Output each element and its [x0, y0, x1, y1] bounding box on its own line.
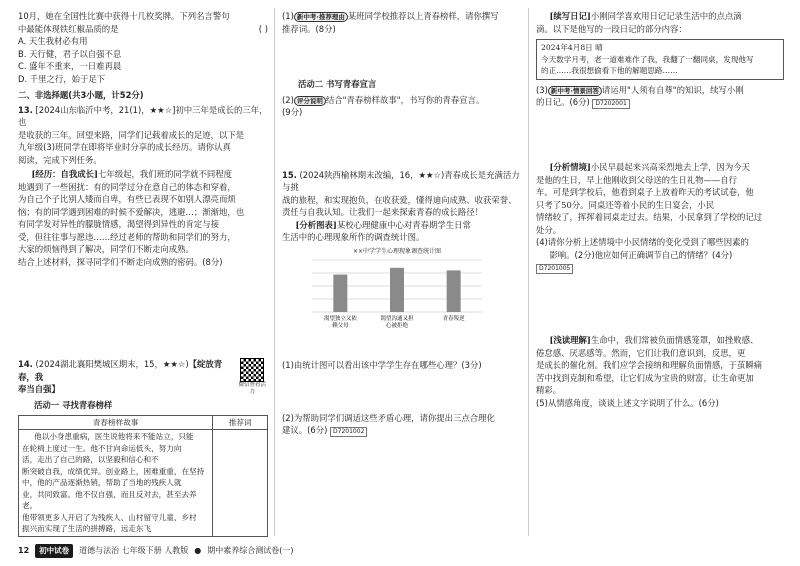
activity2-title: 活动二 书写青春宣言	[298, 79, 377, 89]
footer-text: 道德与法治 七年级下册 人教版	[79, 545, 189, 555]
q4: (4)请你分析上述情境中小民情绪的变化受到了哪些因素的	[536, 237, 749, 247]
q15-1-answer-space[interactable]	[282, 372, 522, 412]
q14-2-tag: 评分说明	[294, 96, 326, 106]
diary-intro-line: 滴。以下是他写的一段日记的部分内容：	[536, 23, 687, 34]
reading-line: 倦怠感、厌恶感等。然而，它们让我们意识到，反思，更	[536, 347, 746, 358]
q4-code-line	[536, 261, 784, 274]
q3-code: D7202001	[592, 99, 629, 109]
q13-stem-line: 阅读，完成下列任务。	[18, 154, 102, 165]
q13-experience-line: 恼；有的同学遇到困难的时候不爱解决，逃避…；渐渐地，也	[18, 206, 245, 217]
table-row	[19, 430, 268, 537]
situation-line: 车。可是到学校后，他看到桌子上放着昨天的考试试卷，他	[536, 187, 754, 197]
column-divider	[274, 8, 275, 536]
diary-box	[536, 39, 784, 80]
bar-chart	[302, 256, 492, 350]
chart-category-label: 心被拒绝	[385, 322, 409, 329]
activity1-title: 活动一 寻找青春榜样	[34, 400, 113, 410]
q14-stem-line: 奉当自强】	[18, 384, 60, 394]
diary-intro: [续写日记]小刚同学喜欢用日记记录生活中的点点滴	[549, 11, 742, 21]
q3: (3) 新中考·情景回答 请运用"人须有自尊"的知识，续写小刚	[536, 84, 744, 95]
story-line: 他以小身患重病，医生说他将来不能站立，只能	[34, 432, 194, 441]
q3-line: 的日记。(6分) D7202001	[536, 96, 784, 109]
q4-answer-space[interactable]	[536, 274, 784, 334]
chart-bar	[333, 274, 347, 311]
q14-source-tag: (2024湖北襄阳樊城区期末，15，★★☆)	[35, 359, 189, 369]
q12-option-a: A. 天生我材必有用	[18, 36, 88, 46]
story-line: 在轮椅上度过一生。他不甘向命运低头，努力向	[22, 443, 182, 453]
q13-experience	[18, 168, 268, 256]
q13-answer-space[interactable]	[18, 268, 268, 358]
story-line: 断突破自我，成绩优异。创业路上，困难重重，在坚持	[22, 466, 205, 476]
situation-line: 处分。	[536, 224, 562, 235]
q14-number: 14.	[18, 359, 33, 369]
q3-answer-space[interactable]	[536, 109, 784, 161]
page-number: 12	[18, 545, 30, 555]
reading-line: [浅读理解]生命中，我们常被负面情感笼罩，如挫败感、	[549, 335, 759, 345]
chart-title: ××中学学生心理现象调查统计图	[352, 247, 442, 255]
story-line: 他带领更多人开启了为残疾人、山村留守儿童、乡村	[22, 512, 197, 522]
chart-figure	[302, 248, 492, 354]
chart-category-label: 赖父母	[332, 322, 349, 329]
q15-2-line: 建议。(6分) D7201002	[282, 424, 522, 437]
chart-category-label: 渴望沟通又担	[380, 315, 414, 322]
column-right	[536, 10, 784, 409]
diary-line: 的正……我很想偷看下他的解题思路……	[541, 66, 678, 75]
story-line: 业，共同致富。他不仅自强，而且反对去，甚至去养老。	[22, 489, 197, 510]
chart-category-label: 渴望独立又依	[323, 315, 357, 322]
q13-experience-line: 有同学发对异性的朦胧情感，渴望得到异性的肯定与接	[18, 219, 219, 229]
page-footer	[18, 544, 293, 559]
q12-option-b: B. 天行健，君子以自强不息	[18, 48, 122, 59]
q14-1-answer-space[interactable]	[282, 35, 522, 75]
q14-2-line: (9分)	[282, 107, 303, 117]
table-story-cell	[19, 430, 213, 537]
situation-text	[536, 161, 784, 236]
column-left	[18, 10, 268, 537]
column-divider	[528, 8, 529, 536]
q4-code: D7201005	[536, 264, 573, 274]
q15-chart-intro-line: 生活中的心理现象所作的调查统计图。	[282, 232, 425, 242]
q13-task: 结合上述材料，探寻同学们不断走向成熟的密码。(8分)	[18, 256, 223, 267]
story-line: 振兴而实现了生活的拼搏路，远走东飞	[22, 524, 152, 533]
q14-1-tag: 新中考·推荐理由	[294, 12, 348, 22]
q12-option-c: C. 盛年不重来，一日难再晨	[18, 61, 122, 71]
q15-2: (2)为帮助同学们调适这些矛盾心理，请你提出三点合理化	[282, 412, 495, 423]
situation-line: [分析情境]小民早晨起来兴高采烈地去上学，因为今天	[549, 162, 750, 172]
q15-stem: 15. (2024陕西榆林期末改编，16，★★☆)青春成长是充满活力与挑	[282, 169, 520, 192]
chart-bar	[390, 267, 404, 311]
reading-line: 苦中找到克制和希望，让它们成为宝贵的财富，让生命更加	[536, 372, 754, 383]
q15-2-code: D7201002	[330, 427, 367, 437]
q13-source-tag: [2024山东临沂中考，21(1)，★★☆]	[35, 104, 176, 115]
q4-line: 影响。(2分)他应如何正确调节自己的情绪？(4分)	[549, 249, 733, 260]
q13-stem-line: 九年级(3)班同学在即将毕业时分享的成长经历。请你认真	[18, 142, 231, 152]
q13-experience-line: [经历：自我成长]七年级起，我们班的同学就不同程度	[31, 169, 232, 179]
q12-tail-line2: 中最能体现铁红椒品质的是 ( )	[18, 23, 268, 34]
table-recommend-cell[interactable]	[213, 430, 268, 537]
table-header-story: 青春榜样故事	[19, 415, 213, 430]
answer-paren: ( )	[258, 23, 268, 34]
q13-stem-line: 是收获的三年。回望来路，同学们记载着成长的足迹，以下是	[18, 129, 245, 140]
q13-experience-line: 地遇到了一些困扰：有的同学过分在意自己的体态和穿着，	[18, 181, 236, 192]
reading-line: 精彩。	[536, 385, 562, 395]
qr-block[interactable]	[237, 358, 268, 396]
column-middle	[282, 10, 522, 437]
footer-text-2: 期中素养综合测试卷(一)	[207, 545, 294, 555]
q12-tail-line1: 10月，她在全国性比赛中获得十几枚奖牌。下列名言警句	[18, 11, 230, 21]
q13-number: 13.	[18, 104, 33, 115]
q12-option-d: D. 千里之行，始于足下	[18, 73, 106, 84]
table-header-recommend: 推荐词	[213, 415, 268, 430]
q14-1-line: 推荐词。(8分)	[282, 23, 336, 34]
footer-badge: 初中试卷	[35, 544, 73, 559]
situation-line: 是他的生日，早上他刚收到父母送的生日礼物——自行	[536, 174, 737, 185]
q15-stem-line: 责任与自我认知。让我们一起来探索青春的成长路径！	[282, 207, 483, 217]
reading-line: 是成长的催化剂。我们应学会接纳和理解负面情感，于茧瞬痛	[536, 360, 763, 370]
q3-tag: 新中考·情景回答	[548, 86, 602, 96]
footer-circle-icon: ●	[194, 545, 202, 555]
section2-heading: 二、非选择题(共3小题，计52分)	[18, 90, 144, 100]
q15-1: (1)由统计图可以看出该中学学生存在哪些心理？(3分)	[282, 360, 482, 370]
q15-stem-line: 战的旅程，和实现抱负，在收获爱，懂得迪向成熟、收获荣誉、	[282, 194, 517, 205]
story-line: 活，走出了自己的路，以坚毅和信心和不	[22, 455, 159, 464]
chart-bar	[447, 270, 461, 312]
q14-stem: 14. (2024湖北襄阳樊城区期末，15，★★☆)【绽放青春，我	[18, 359, 223, 382]
reading-text	[536, 334, 784, 397]
qr-label: 微信查看活力	[238, 382, 267, 395]
q14-header	[18, 358, 268, 396]
diary-date: 2024年4月8日 晴	[541, 43, 603, 52]
q13-experience-line: 大家的烦恼得到了解决，同学们不断走向成熟。	[18, 244, 194, 254]
diary-line: 今天数学月考，老一道难难作了我，我翻了一翻同桌，发现他写	[541, 54, 754, 64]
q15-chart-intro: [分析图表]某校心理健康中心对青春期学生日常	[295, 219, 471, 230]
story-line: 中，他的产品逐渐热销，帮助了当地的残疾人就	[22, 478, 182, 487]
q13-stem: 13. [2024山东临沂中考，21(1)，★★☆]初中三年是成长的三年，也	[18, 104, 268, 127]
q13-experience-line: 受，但往往事与愿违……经过老师的帮助和同学们的努力，	[18, 231, 236, 242]
chart-category-label: 青春叛逆	[442, 315, 465, 322]
q14-2-answer-space[interactable]	[282, 119, 522, 169]
situation-line: 情绪较了，挥挥着同桌走过去。结果，小民拿到了学校的记过	[536, 212, 763, 222]
q14-1: (1) 新中考·推荐理由 某班同学校推荐以上青春榜样，请你撰写	[282, 11, 499, 21]
q14-2: (2) 评分说明 结合"青春榜样故事"，书写你的青春宣言。	[282, 94, 485, 105]
story-table	[18, 415, 268, 537]
qr-code-icon[interactable]	[240, 358, 264, 382]
table-header-row	[19, 415, 268, 430]
q5: (5)从情感角度，谈谈上述文字说明了什么。(6分)	[536, 397, 719, 408]
situation-line: 只考了50分。同桌还等着小民的生日宴会，小民	[536, 199, 715, 210]
q13-experience-line: 为自己个子比别人矮而自卑，有些已表现不如别人漂亮而烦	[18, 194, 236, 204]
q13-experience-label: [经历：自我成长]	[31, 169, 98, 179]
